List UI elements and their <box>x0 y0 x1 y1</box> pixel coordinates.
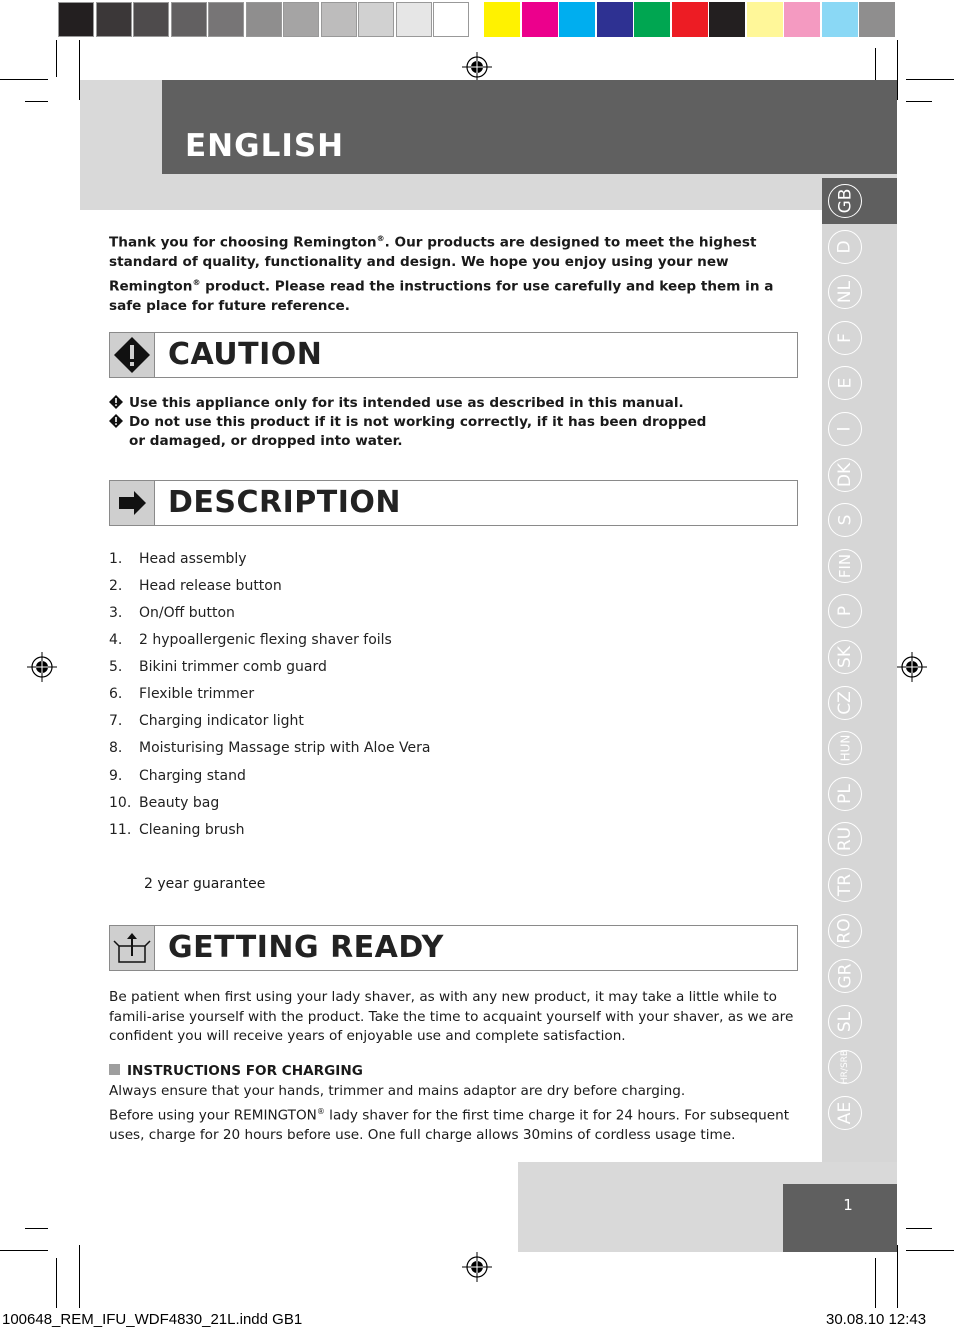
gray-swatch <box>133 2 169 37</box>
language-code: HR/SRB <box>840 1050 851 1085</box>
language-tab-hun[interactable] <box>828 731 862 765</box>
gray-swatch <box>358 2 394 37</box>
caution-item: Do not use this product if it is not working correctly, if it has been dropped <box>109 413 706 433</box>
crop-mark <box>875 1258 876 1308</box>
crop-mark <box>897 1245 898 1308</box>
language-code: GB <box>835 188 855 214</box>
language-tab-i[interactable] <box>828 412 862 446</box>
list-text: Beauty bag <box>139 795 220 811</box>
language-code: FIN <box>836 553 854 578</box>
language-code: SL <box>834 1011 855 1032</box>
intro-paragraph: Thank you for choosing Remington®. Our products are designed to meet the highest standard of quality, functionality and design. We hope you enjoy using your new Remington® product. Please read the instructions for use carefully and keep them in a safe place for future reference. <box>109 234 774 314</box>
list-text: Head release button <box>139 578 282 594</box>
color-swatch <box>747 2 783 37</box>
list-text: Moisturising Massage strip with Aloe Vera <box>139 740 431 756</box>
color-swatch <box>859 2 895 37</box>
language-code: I <box>834 426 855 432</box>
language-tab-s[interactable] <box>828 503 862 537</box>
gray-swatch <box>246 2 282 37</box>
language-code: NL <box>834 281 855 304</box>
language-code: D <box>835 240 855 254</box>
color-swatch <box>484 2 520 37</box>
square-bullet-icon <box>109 1064 120 1075</box>
list-item <box>109 578 282 594</box>
crop-mark <box>906 101 932 102</box>
list-number: 3. <box>109 605 123 621</box>
crop-mark <box>56 1258 57 1308</box>
list-item <box>109 659 327 675</box>
language-code: F <box>835 332 855 343</box>
gray-swatch <box>396 2 432 37</box>
language-tab-ae[interactable] <box>828 1096 862 1130</box>
page-number: 1 <box>843 1196 853 1214</box>
language-tab-cz[interactable] <box>828 686 862 720</box>
box-unpack-icon <box>110 926 155 970</box>
language-tab-gb[interactable] <box>828 184 862 218</box>
date-slug: 30.08.10 12:43 <box>826 1311 927 1328</box>
language-code: RO <box>834 917 855 944</box>
language-code: E <box>835 378 855 389</box>
language-code: HUN <box>837 734 852 762</box>
getting-ready-paragraph: Be patient when first using your lady shaver, as with any new product, it may take a little while to famili-arise yourself with the product. Take the time to acquaint yourself with your shaver, as we are confident you will receive years of enjoyable use and complete satisfaction. <box>109 989 794 1044</box>
list-text: Head assembly <box>139 551 247 567</box>
gray-swatch <box>433 2 469 37</box>
registration-mark-icon <box>27 652 57 682</box>
list-item <box>109 740 430 756</box>
language-code: PL <box>834 783 855 804</box>
list-text: Charging stand <box>139 768 246 784</box>
color-swatch <box>822 2 858 37</box>
language-tab-ro[interactable] <box>828 914 862 948</box>
list-number: 9. <box>109 768 123 784</box>
language-tab-nl[interactable] <box>828 275 862 309</box>
warning-diamond-icon <box>109 414 123 428</box>
gray-swatch <box>58 2 94 37</box>
language-code: P <box>834 606 855 617</box>
registration-mark-icon <box>462 52 492 82</box>
list-item <box>109 686 254 702</box>
language-code: RU <box>834 827 855 852</box>
page-number-box <box>783 1184 897 1252</box>
color-swatch <box>784 2 820 37</box>
language-tab-gr[interactable] <box>828 959 862 993</box>
guarantee-text: 2 year guarantee <box>144 876 266 892</box>
list-number: 10. <box>109 795 132 811</box>
list-text: Bikini trimmer comb guard <box>139 659 327 675</box>
language-code: CZ <box>835 690 855 715</box>
language-code: AE <box>835 1101 855 1125</box>
crop-mark <box>906 1250 954 1251</box>
charging-instructions: Always ensure that your hands, trimmer and mains adaptor are dry before charging. Before using your REMINGTON® lady shaver for the first time charge it for 24 hours. For subsequent uses, charge for 20 hours before use. One full charge allows 30mins of cordless usage time. <box>109 1083 790 1144</box>
crop-mark <box>906 79 954 80</box>
arrow-right-icon <box>110 481 155 525</box>
language-tab-dk[interactable] <box>828 458 862 492</box>
registration-mark-icon <box>897 652 927 682</box>
color-swatch <box>522 2 558 37</box>
list-item <box>109 605 235 621</box>
color-swatch <box>709 2 745 37</box>
language-tab-tr[interactable] <box>828 868 862 902</box>
caution-section-header <box>109 332 798 378</box>
list-item <box>109 822 245 838</box>
list-number: 4. <box>109 632 123 648</box>
page-title: ENGLISH <box>185 128 345 164</box>
language-code: TR <box>834 873 855 897</box>
list-number: 6. <box>109 686 123 702</box>
list-number: 1. <box>109 551 123 567</box>
description-section-header <box>109 480 798 526</box>
language-code: S <box>834 514 855 526</box>
crop-mark <box>906 1228 932 1229</box>
language-code: GR <box>835 963 855 989</box>
list-item <box>109 768 246 784</box>
language-tab-sl[interactable] <box>828 1005 862 1039</box>
gray-swatch <box>283 2 319 37</box>
crop-mark <box>56 40 57 77</box>
gray-swatch <box>208 2 244 37</box>
list-item <box>109 795 219 811</box>
caution-item: Use this appliance only for its intended use as described in this manual. <box>109 394 684 414</box>
list-item <box>109 713 304 729</box>
getting-ready-title: GETTING READY <box>168 930 444 965</box>
charging-subheading: INSTRUCTIONS FOR CHARGING <box>109 1063 363 1079</box>
crop-mark <box>79 1245 80 1308</box>
getting-ready-section-header <box>109 925 798 971</box>
warning-exclamation-icon <box>110 333 155 377</box>
language-tab-d[interactable] <box>828 230 862 264</box>
list-number: 8. <box>109 740 123 756</box>
language-tab-sk[interactable] <box>828 640 862 674</box>
language-tab-f[interactable] <box>828 321 862 355</box>
gray-swatch <box>96 2 132 37</box>
crop-mark <box>25 1228 48 1229</box>
crop-mark <box>0 79 48 80</box>
registration-mark-icon <box>462 1252 492 1282</box>
language-code: SK <box>834 646 855 668</box>
list-number: 2. <box>109 578 123 594</box>
description-title: DESCRIPTION <box>168 485 402 520</box>
list-text: 2 hypoallergenic flexing shaver foils <box>139 632 392 648</box>
language-tab-fin[interactable] <box>828 549 862 583</box>
crop-mark <box>897 40 898 100</box>
color-swatch <box>559 2 595 37</box>
gray-swatch <box>321 2 357 37</box>
gray-swatch <box>171 2 207 37</box>
color-swatch <box>672 2 708 37</box>
list-text: On/Off button <box>139 605 235 621</box>
list-number: 5. <box>109 659 123 675</box>
language-tab-pl[interactable] <box>828 777 862 811</box>
list-item <box>109 551 247 567</box>
list-text: Flexible trimmer <box>139 686 255 702</box>
color-swatch <box>634 2 670 37</box>
list-number: 7. <box>109 713 123 729</box>
caution-item-continuation: or damaged, or dropped into water. <box>129 433 403 449</box>
list-text: Cleaning brush <box>139 822 245 838</box>
list-text: Charging indicator light <box>139 713 304 729</box>
file-slug: 100648_REM_IFU_WDF4830_21L.indd GB1 <box>2 1311 303 1328</box>
list-number: 11. <box>109 822 132 838</box>
warning-diamond-icon <box>109 395 123 409</box>
caution-title: CAUTION <box>168 337 323 372</box>
crop-mark <box>0 1250 48 1251</box>
color-swatch <box>597 2 633 37</box>
list-item <box>109 632 392 648</box>
crop-mark <box>25 101 48 102</box>
language-code: DK <box>835 462 855 487</box>
